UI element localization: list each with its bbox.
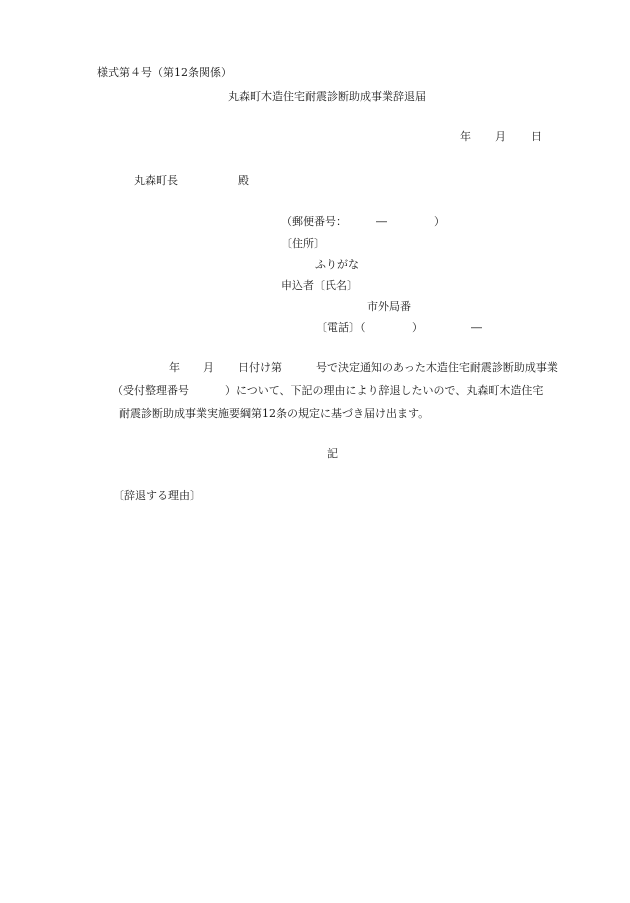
date-year: 年 xyxy=(460,130,471,143)
body-year: 年 xyxy=(169,361,180,374)
reason-label: 〔辞退する理由〕 xyxy=(113,489,201,502)
date-month: 月 xyxy=(495,130,506,143)
phone-dash: ― xyxy=(471,321,482,334)
phone-label: 〔電話〕（ xyxy=(316,321,366,334)
address-label: 〔住所〕 xyxy=(281,237,325,250)
body-receipt-label: （受付整理番号 xyxy=(112,384,189,397)
phone-close: ） xyxy=(412,321,423,334)
document-title: 丸森町木造住宅耐震診断助成事業辞退届 xyxy=(228,90,426,103)
ki-heading: 記 xyxy=(327,447,338,460)
body-line-3: 耐震診断助成事業実施要綱第12条の規定に基づき届け出ます。 xyxy=(119,407,430,420)
body-line-2-text: ）について、下記の理由により辞退したいので、丸森町木造住宅 xyxy=(225,384,544,397)
phone-note: 市外局番 xyxy=(367,300,411,313)
form-number: 様式第４号（第12条関係） xyxy=(97,66,232,79)
furigana-label: ふりがな xyxy=(315,258,359,271)
date-day: 日 xyxy=(531,130,542,143)
body-day-prefix: 日付け第 xyxy=(238,361,282,374)
addressee-honorific: 殿 xyxy=(238,174,249,187)
name-label: 申込者〔氏名〕 xyxy=(281,279,358,292)
body-line-1-text: 号で決定通知のあった木造住宅耐震診断助成事業 xyxy=(316,361,558,374)
addressee-name: 丸森町長 xyxy=(134,174,178,187)
postal-dash: ― xyxy=(376,215,387,228)
body-month: 月 xyxy=(203,361,214,374)
postal-close: ） xyxy=(434,215,445,228)
postal-label: （郵便番号： xyxy=(281,215,347,228)
